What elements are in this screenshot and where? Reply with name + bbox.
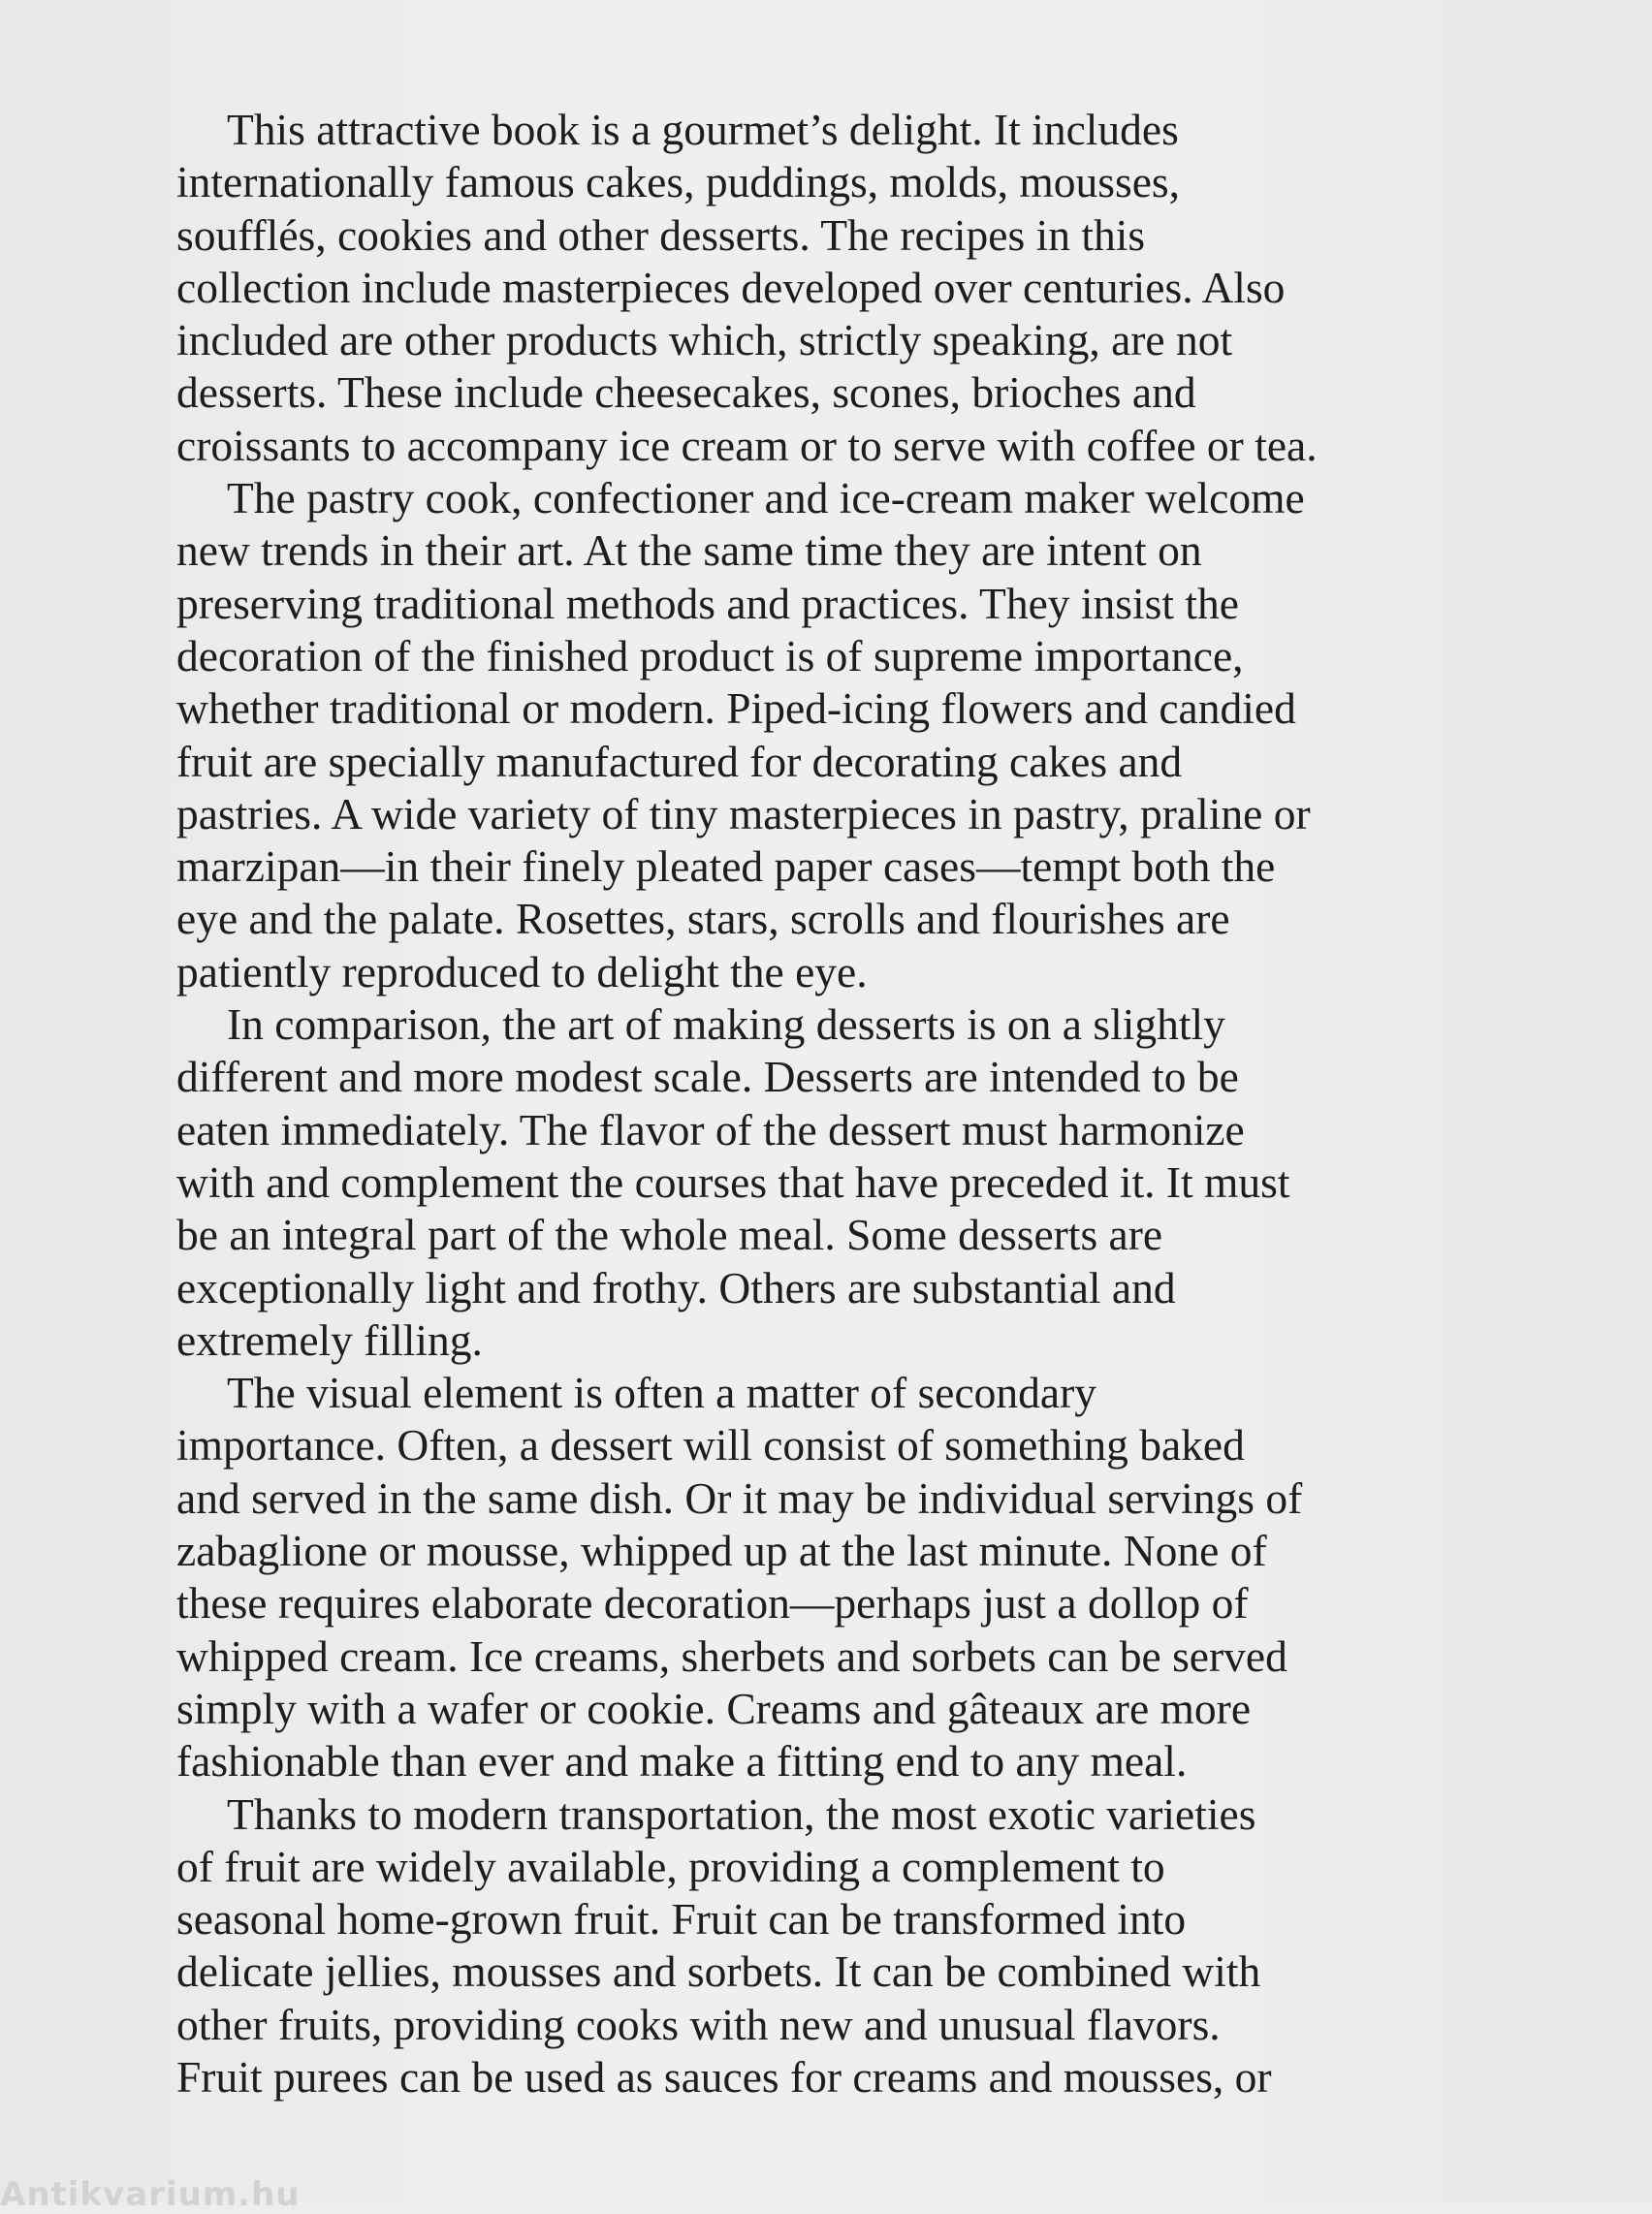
text-line: new trends in their art. At the same time they are intent on [176, 525, 1202, 576]
text-line: seasonal home-grown fruit. Fruit can be transformed into [176, 1894, 1187, 1945]
text-line: croissants to accompany ice cream or to serve with coffee or tea. [176, 420, 1318, 470]
text-line: of fruit are widely available, providing a complement to [176, 1841, 1165, 1891]
paragraph-first-line: In comparison, the art of making desserts is on a slightly [227, 999, 1225, 1050]
text-line: preserving traditional methods and practices. They insist the [176, 578, 1239, 628]
text-line: be an integral part of the whole meal. Some desserts are [176, 1210, 1163, 1260]
body-text [176, 104, 1534, 2103]
text-line: internationally famous cakes, puddings, molds, mousses, [176, 157, 1180, 207]
text-line: simply with a wafer or cookie. Creams and gâteaux are more [176, 1683, 1252, 1733]
text-line: extremely filling. [176, 1314, 483, 1365]
paragraph-first-line: The visual element is often a matter of secondary [227, 1368, 1097, 1418]
text-line: fruit are specially manufactured for decorating cakes and [176, 736, 1183, 786]
text-line: patiently reproduced to delight the eye. [176, 946, 868, 996]
text-line: Fruit purees can be used as sauces for creams and mousses, or [176, 2051, 1272, 2102]
text-line: zabaglione or mousse, whipped up at the last minute. None of [176, 1526, 1267, 1576]
text-line: collection include masterpieces developed over centuries. Also [176, 262, 1286, 312]
text-line: and served in the same dish. Or it may be individual servings of [176, 1472, 1303, 1523]
text-line: delicate jellies, mousses and sorbets. It can be combined with [176, 1946, 1261, 1997]
paragraph-first-line: This attractive book is a gourmet’s delight. It includes [227, 105, 1179, 154]
paragraph-first-line: Thanks to modern transportation, the most exotic varieties [227, 1788, 1256, 1839]
text-line: desserts. These include cheesecakes, scones, brioches and [176, 367, 1196, 418]
text-line: whipped cream. Ice creams, sherbets and sorbets can be served [176, 1630, 1287, 1681]
text-line: soufflés, cookies and other desserts. The recipes in this [176, 209, 1146, 260]
text-line: whether traditional or modern. Piped-icing flowers and candied [176, 683, 1296, 734]
text-line: fashionable than ever and make a fitting end to any meal. [176, 1736, 1188, 1787]
watermark: Antikvarium.hu [0, 2175, 301, 2214]
text-line: eye and the palate. Rosettes, stars, scrolls and flourishes are [176, 894, 1230, 944]
text-line: exceptionally light and frothy. Others are substantial and [176, 1262, 1176, 1313]
text-line: decoration of the finished product is of supreme importance, [176, 630, 1244, 680]
text-line: other fruits, providing cooks with new and unusual flavors. [176, 1999, 1221, 2049]
text-line: with and complement the courses that have preceded it. It must [176, 1156, 1290, 1207]
paragraph-first-line: The pastry cook, confectioner and ice-cream maker welcome [227, 473, 1305, 523]
text-line: different and more modest scale. Desserts are intended to be [176, 1052, 1239, 1102]
text-line: marzipan—in their finely pleated paper cases—tempt both the [176, 841, 1276, 892]
text-line: pastries. A wide variety of tiny masterpieces in pastry, praline or [176, 788, 1311, 838]
text-line: included are other products which, strictly speaking, are not [176, 315, 1233, 365]
text-line: importance. Often, a dessert will consist of something baked [176, 1420, 1245, 1471]
text-line: eaten immediately. The flavor of the dessert must harmonize [176, 1104, 1245, 1154]
text-line: these requires elaborate decoration—perhaps just a dollop of [176, 1578, 1249, 1629]
